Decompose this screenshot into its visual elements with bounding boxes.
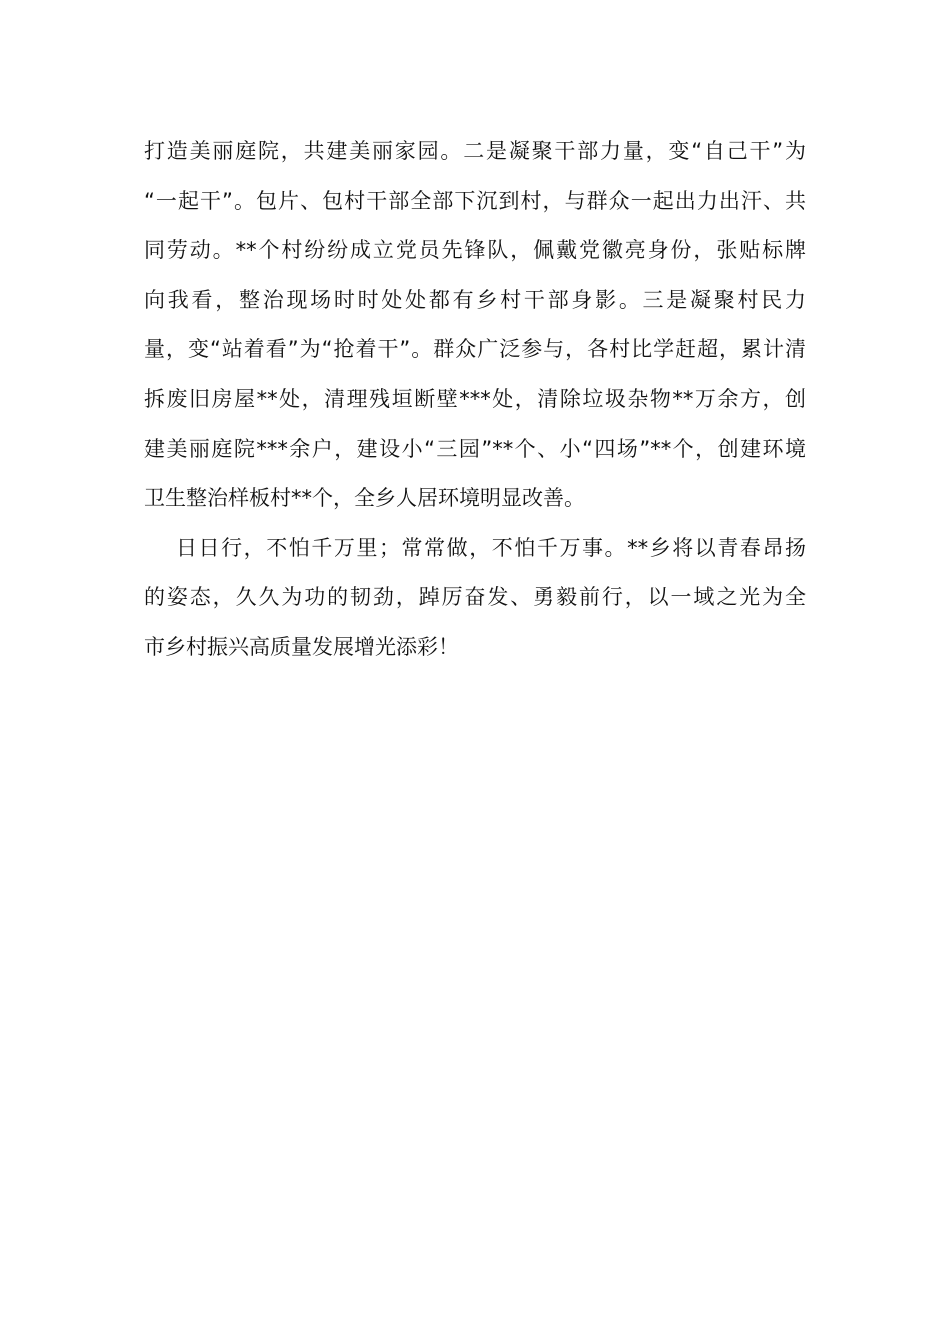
text-line: 卫生整治样板村**个，全乡人居环境明显改善。 (144, 486, 585, 511)
text-line: “一起干”。包片、包村干部全部下沉到村，与群众一起出力出汗、共 (144, 188, 806, 213)
text-line: 向我看，整治现场时时处处都有乡村干部身影。三是凝聚村民力 (144, 287, 806, 312)
document-body (144, 127, 806, 673)
text-line: 量，变“站着看”为“抢着干”。群众广泛参与，各村比学赶超，累计清 (144, 337, 806, 362)
paragraph-1 (144, 127, 806, 524)
text-line: 市乡村振兴高质量发展增光添彩！ (144, 634, 459, 659)
text-line: 日日行，不怕千万里；常常做，不怕千万事。**乡将以青春昂扬 (176, 535, 806, 560)
text-line: 拆废旧房屋**处，清理残垣断壁***处，清除垃圾杂物**万余方，创 (144, 386, 806, 411)
text-line: 的姿态，久久为功的韧劲，踔厉奋发、勇毅前行，以一域之光为全 (144, 585, 806, 610)
text-line: 同劳动。**个村纷纷成立党员先锋队，佩戴党徽亮身份，张贴标牌 (144, 238, 806, 263)
text-line: 打造美丽庭院，共建美丽家园。二是凝聚干部力量，变“自己干”为 (144, 139, 806, 163)
paragraph-2 (144, 524, 806, 673)
text-line: 建美丽庭院***余户，建设小“三园”**个、小“四场”**个，创建环境 (144, 436, 806, 461)
